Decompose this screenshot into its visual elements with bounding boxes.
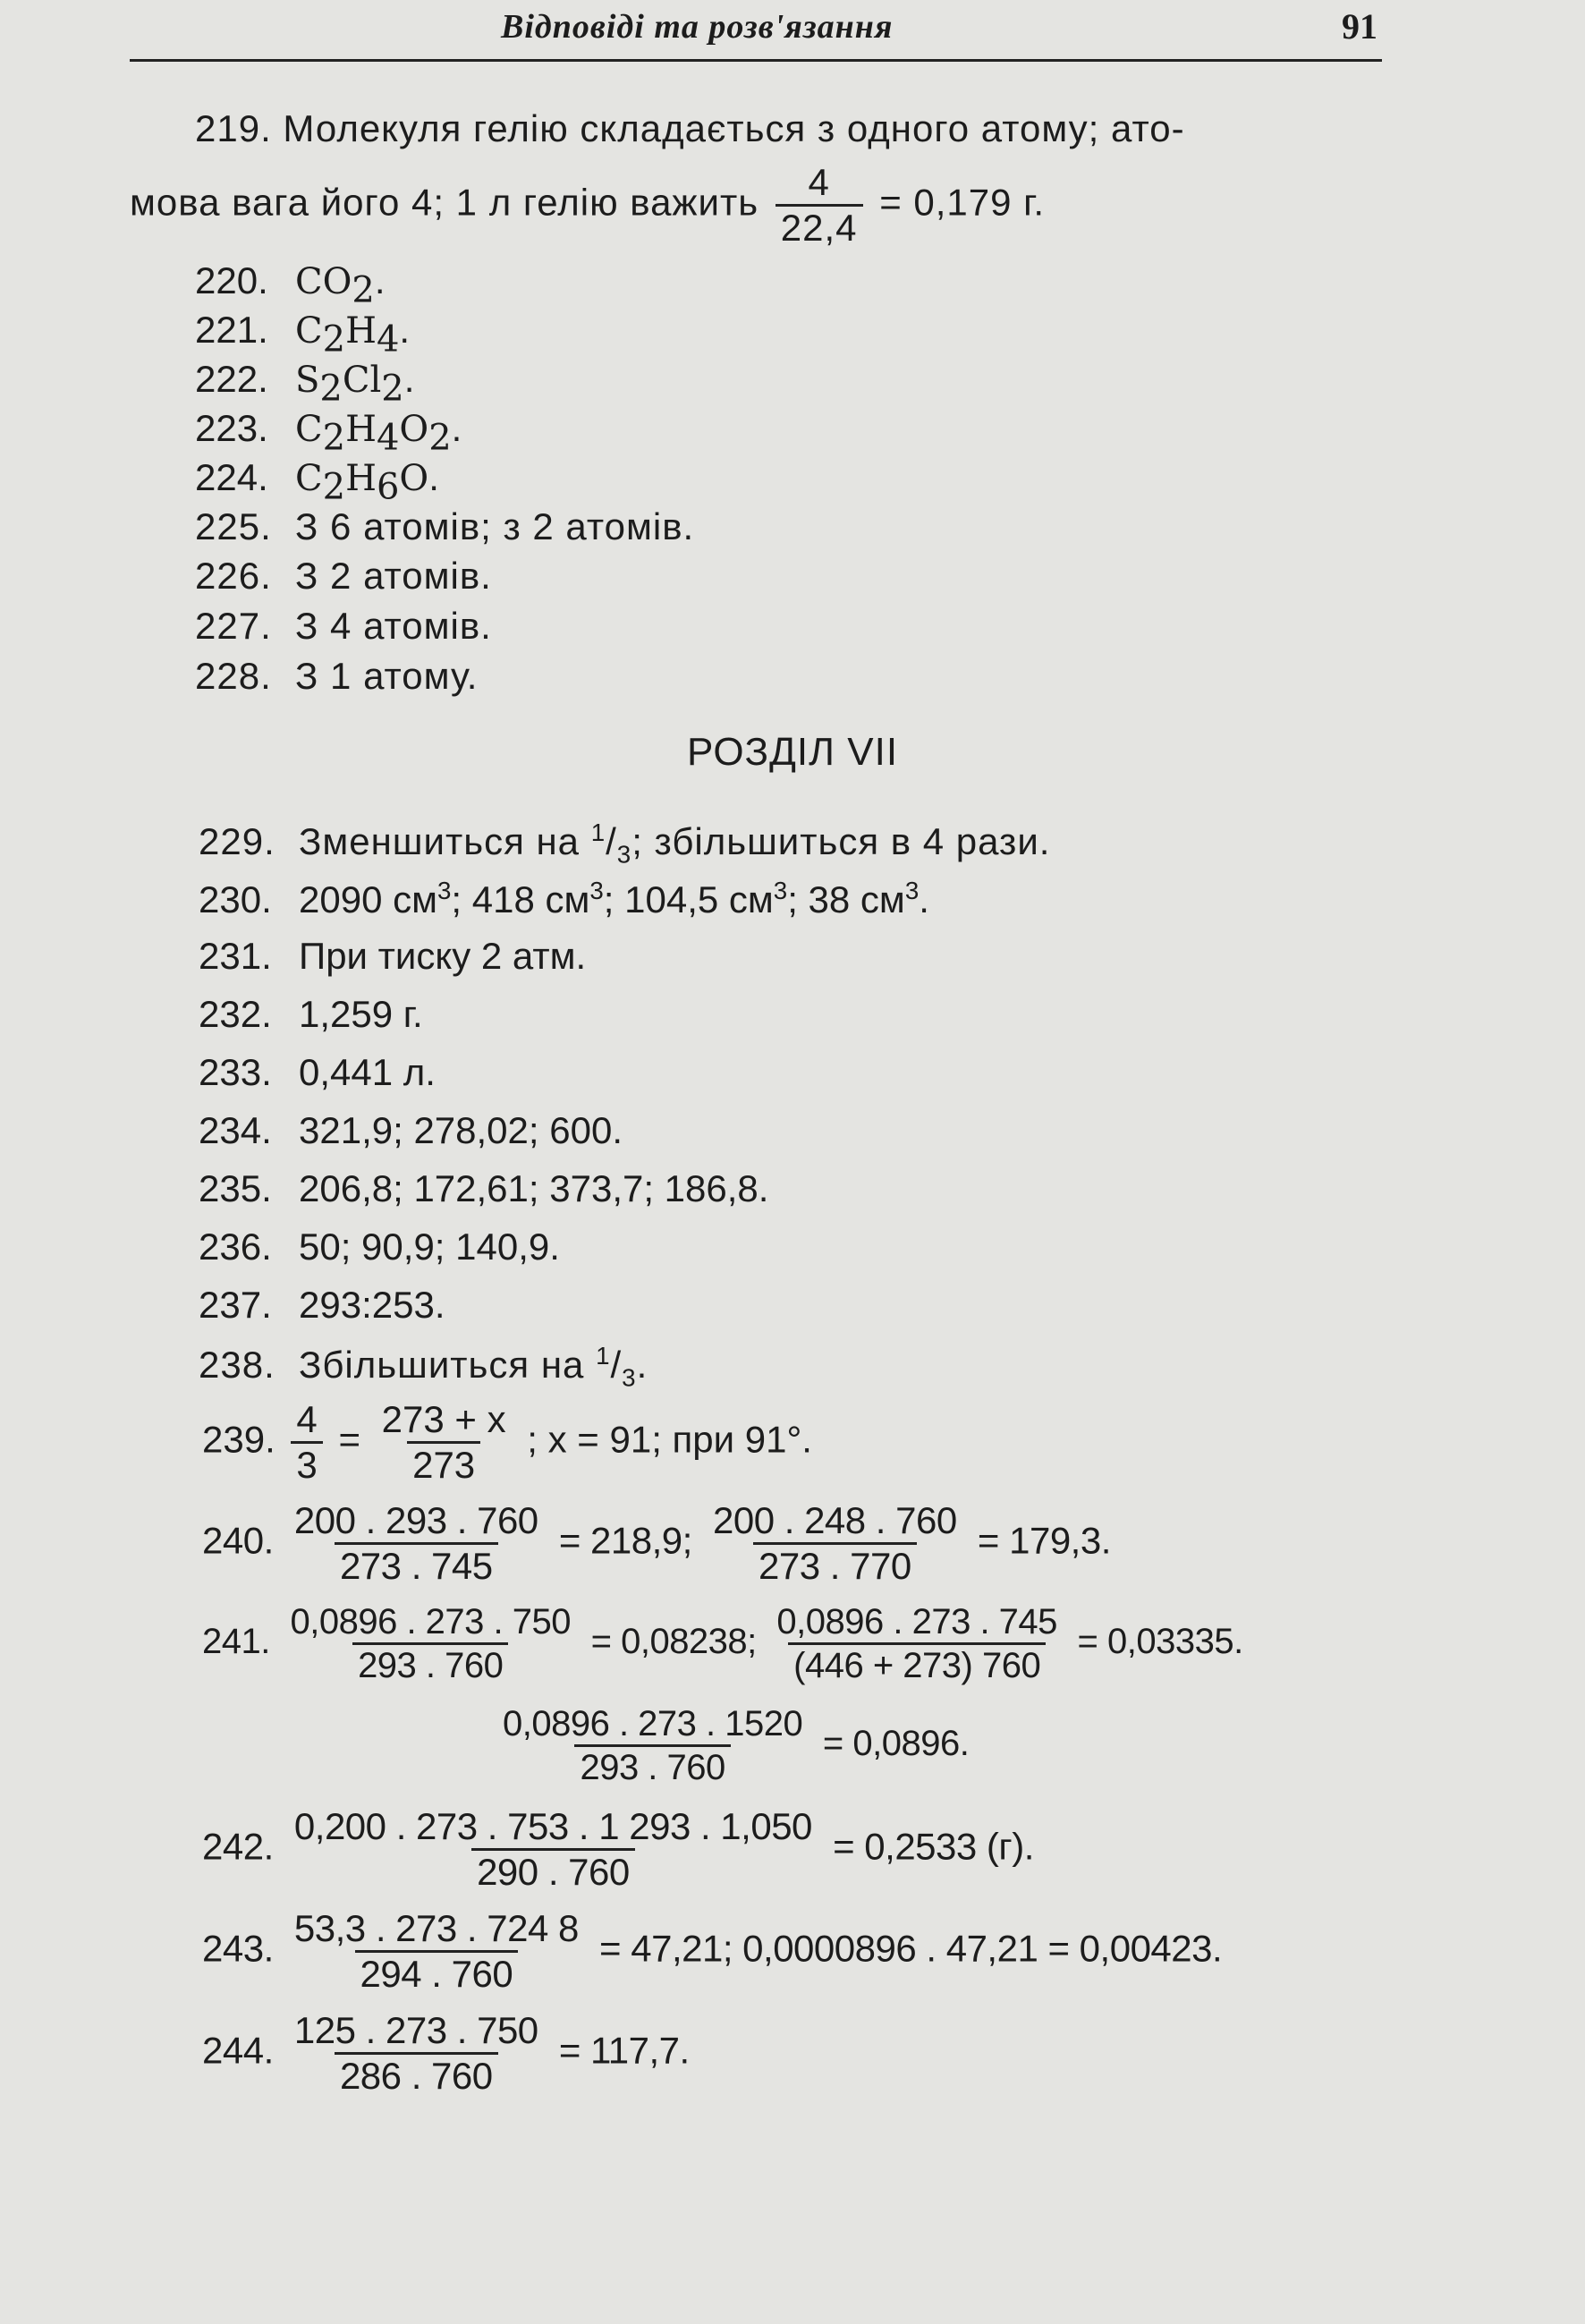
superscript: 1 xyxy=(596,1342,611,1370)
answer-224 xyxy=(195,456,439,507)
answer-text: ; збільшиться в 4 рази. xyxy=(631,820,1051,862)
slash: / xyxy=(610,1344,623,1386)
numerator: 0,200 . 273 . 753 . 1 293 . 1,050 xyxy=(293,1805,812,1847)
denominator: 294 . 760 xyxy=(355,1950,519,1994)
answer-225 xyxy=(195,505,694,548)
answer-text: З 2 атомів. xyxy=(295,555,492,597)
running-header-title: Відповіді та розв'язання xyxy=(501,8,894,46)
answer-220 xyxy=(195,259,386,310)
value: ; 418 см xyxy=(451,878,590,920)
answer-number: 227. xyxy=(195,605,272,647)
subscript: 2 xyxy=(428,417,452,459)
answer-number: 220. xyxy=(195,259,268,301)
answer-231 xyxy=(199,935,586,978)
result: = 0,03335. xyxy=(1077,1622,1243,1662)
answer-227 xyxy=(195,605,492,648)
answer-234 xyxy=(199,1109,623,1152)
denominator: 286 . 760 xyxy=(335,2052,498,2096)
answer-244 xyxy=(202,2011,690,2096)
formula-part: H xyxy=(345,458,377,499)
answer-number: 221. xyxy=(195,309,268,351)
denominator: 273 . 770 xyxy=(753,1542,917,1586)
answer-222 xyxy=(195,358,414,409)
answer-236 xyxy=(199,1226,560,1268)
answer-text: мова вага його 4; 1 л гелію важить xyxy=(130,181,759,224)
answer-number: 226. xyxy=(195,555,272,597)
answer-number: 236. xyxy=(199,1226,272,1268)
numerator: 273 + x xyxy=(381,1398,506,1440)
answer-text: Молекуля гелію складається з одного атому; ато- xyxy=(283,107,1185,149)
punctuation: . xyxy=(374,259,386,301)
answer-229 xyxy=(199,818,1050,869)
slash: / xyxy=(606,820,617,862)
answer-239 xyxy=(202,1400,812,1485)
numerator: 200 . 248 . 760 xyxy=(712,1499,957,1541)
answer-text: З 6 атомів; з 2 атомів. xyxy=(295,505,695,547)
formula-part: H xyxy=(345,310,377,352)
page-number: 91 xyxy=(1342,6,1377,47)
answer-number: 225. xyxy=(195,505,272,547)
fraction xyxy=(497,1705,808,1786)
subscript: 2 xyxy=(322,466,346,508)
result: = 0,08238; xyxy=(590,1622,757,1662)
numerator: 0,0896 . 273 . 750 xyxy=(290,1602,571,1641)
result: = 218,9; xyxy=(558,1519,692,1562)
result: = 0,0896. xyxy=(822,1724,970,1764)
answer-241 xyxy=(202,1603,1243,1684)
answer-number: 242. xyxy=(202,1825,274,1868)
subscript: 2 xyxy=(322,318,346,360)
formula-part: O xyxy=(399,458,429,499)
answer-233 xyxy=(199,1051,436,1094)
fraction xyxy=(289,1501,544,1586)
equals-sign: = xyxy=(338,1418,360,1461)
answer-228 xyxy=(195,655,478,698)
answer-232 xyxy=(199,993,423,1036)
formula-part: Cl xyxy=(342,360,382,401)
answer-text: ; x = 91; при 91°. xyxy=(527,1418,812,1461)
formula-part: O xyxy=(399,409,429,450)
fraction xyxy=(289,1807,818,1892)
answer-number: 244. xyxy=(202,2029,274,2072)
answer-number: 222. xyxy=(195,358,268,400)
subscript: 2 xyxy=(352,269,375,311)
subscript: 4 xyxy=(376,417,400,459)
fraction xyxy=(708,1501,962,1586)
denominator: 290 . 760 xyxy=(471,1848,635,1892)
answer-219-line2 xyxy=(130,163,1045,248)
fraction xyxy=(289,2011,544,2096)
answer-243 xyxy=(202,1909,1222,1994)
answer-number: 223. xyxy=(195,407,268,449)
superscript: 3 xyxy=(904,877,920,904)
subscript: 2 xyxy=(381,368,404,410)
formula-part: CO xyxy=(295,261,352,302)
answer-number: 228. xyxy=(195,655,272,697)
answer-text: 0,441 л. xyxy=(299,1051,436,1093)
answer-226 xyxy=(195,555,492,598)
header-rule xyxy=(130,59,1382,62)
fraction xyxy=(291,1400,322,1485)
formula-part: C xyxy=(295,310,323,352)
punctuation: . xyxy=(399,309,411,351)
fraction xyxy=(771,1603,1063,1684)
denominator: 3 xyxy=(291,1441,322,1485)
section-heading: РОЗДІЛ VII xyxy=(686,730,899,774)
answer-text: 1,259 г. xyxy=(299,993,423,1035)
fraction xyxy=(289,1909,584,1994)
answer-242 xyxy=(202,1807,1034,1892)
fraction xyxy=(776,163,863,248)
answer-number: 238. xyxy=(199,1344,275,1386)
numerator: 200 . 293 . 760 xyxy=(293,1499,538,1541)
result: = 179,3. xyxy=(977,1519,1111,1562)
value: ; 104,5 см xyxy=(603,878,774,920)
denominator: 293 . 760 xyxy=(352,1642,508,1684)
answer-number: 241. xyxy=(202,1622,270,1662)
answer-text: Зменшиться на xyxy=(299,820,591,862)
answer-221 xyxy=(195,309,410,360)
fraction xyxy=(284,1603,576,1684)
fraction xyxy=(377,1400,512,1485)
answer-235 xyxy=(199,1167,768,1210)
answer-238 xyxy=(199,1342,648,1392)
result: = 117,7. xyxy=(558,2029,690,2072)
subscript: 2 xyxy=(322,417,346,459)
punctuation: . xyxy=(919,878,929,920)
answer-text: Збільшиться на xyxy=(299,1344,597,1386)
result: = 47,21; 0,0000896 . 47,21 = 0,00423. xyxy=(599,1927,1223,1970)
denominator: 273 xyxy=(407,1441,480,1485)
subscript: 2 xyxy=(319,368,343,410)
denominator: 22,4 xyxy=(776,204,863,248)
answer-text: 293:253. xyxy=(299,1284,445,1326)
answer-number: 239. xyxy=(202,1418,275,1461)
numerator: 4 xyxy=(808,161,830,203)
answer-237 xyxy=(199,1284,445,1327)
answer-241-continued xyxy=(492,1705,969,1786)
answer-number: 237. xyxy=(199,1284,272,1326)
answer-number: 243. xyxy=(202,1927,274,1970)
formula-part: S xyxy=(295,360,320,401)
result: = 0,179 г. xyxy=(879,181,1046,224)
answer-number: 231. xyxy=(199,935,272,977)
punctuation: . xyxy=(636,1344,648,1386)
answer-text: 206,8; 172,61; 373,7; 186,8. xyxy=(299,1167,769,1209)
result: = 0,2533 (г). xyxy=(833,1825,1034,1868)
value: ; 38 см xyxy=(787,878,905,920)
numerator: 53,3 . 273 . 724 8 xyxy=(293,1907,579,1949)
answer-text: 50; 90,9; 140,9. xyxy=(299,1226,560,1268)
denominator: (446 + 273) 760 xyxy=(788,1642,1046,1684)
answer-text: З 4 атомів. xyxy=(295,605,492,647)
answer-223 xyxy=(195,407,462,458)
superscript: 1 xyxy=(590,818,606,846)
punctuation: . xyxy=(403,358,415,400)
answer-number: 230. xyxy=(199,878,272,920)
superscript: 3 xyxy=(437,877,452,904)
answer-number: 233. xyxy=(199,1051,272,1093)
answer-number: 219. xyxy=(195,107,272,149)
formula-part: H xyxy=(345,409,377,450)
numerator: 125 . 273 . 750 xyxy=(293,2009,538,2051)
denominator: 273 . 745 xyxy=(335,1542,498,1586)
answer-number: 224. xyxy=(195,456,268,498)
answer-text: З 1 атому. xyxy=(295,655,479,697)
answer-number: 234. xyxy=(199,1109,272,1151)
answer-230 xyxy=(199,877,929,921)
numerator: 0,0896 . 273 . 1520 xyxy=(503,1704,803,1743)
answer-number: 229. xyxy=(199,820,275,862)
denominator: 293 . 760 xyxy=(574,1744,730,1786)
numerator: 0,0896 . 273 . 745 xyxy=(776,1602,1057,1641)
answer-240 xyxy=(202,1501,1111,1586)
formula-part: C xyxy=(295,409,323,450)
subscript: 6 xyxy=(376,466,400,508)
answer-text: При тиску 2 атм. xyxy=(299,935,587,977)
subscript: 4 xyxy=(376,318,400,360)
superscript: 3 xyxy=(589,877,604,904)
numerator: 4 xyxy=(296,1398,318,1440)
formula-part: C xyxy=(295,458,323,499)
subscript: 3 xyxy=(616,840,632,869)
punctuation: . xyxy=(451,407,462,449)
answer-number: 232. xyxy=(199,993,272,1035)
answer-text: 321,9; 278,02; 600. xyxy=(299,1109,623,1151)
superscript: 3 xyxy=(773,877,788,904)
punctuation: . xyxy=(428,456,439,498)
value: 2090 см xyxy=(299,878,437,920)
subscript: 3 xyxy=(622,1363,637,1392)
answer-number: 240. xyxy=(202,1519,274,1562)
answer-number: 235. xyxy=(199,1167,272,1209)
answer-219-line1 xyxy=(195,107,1185,150)
